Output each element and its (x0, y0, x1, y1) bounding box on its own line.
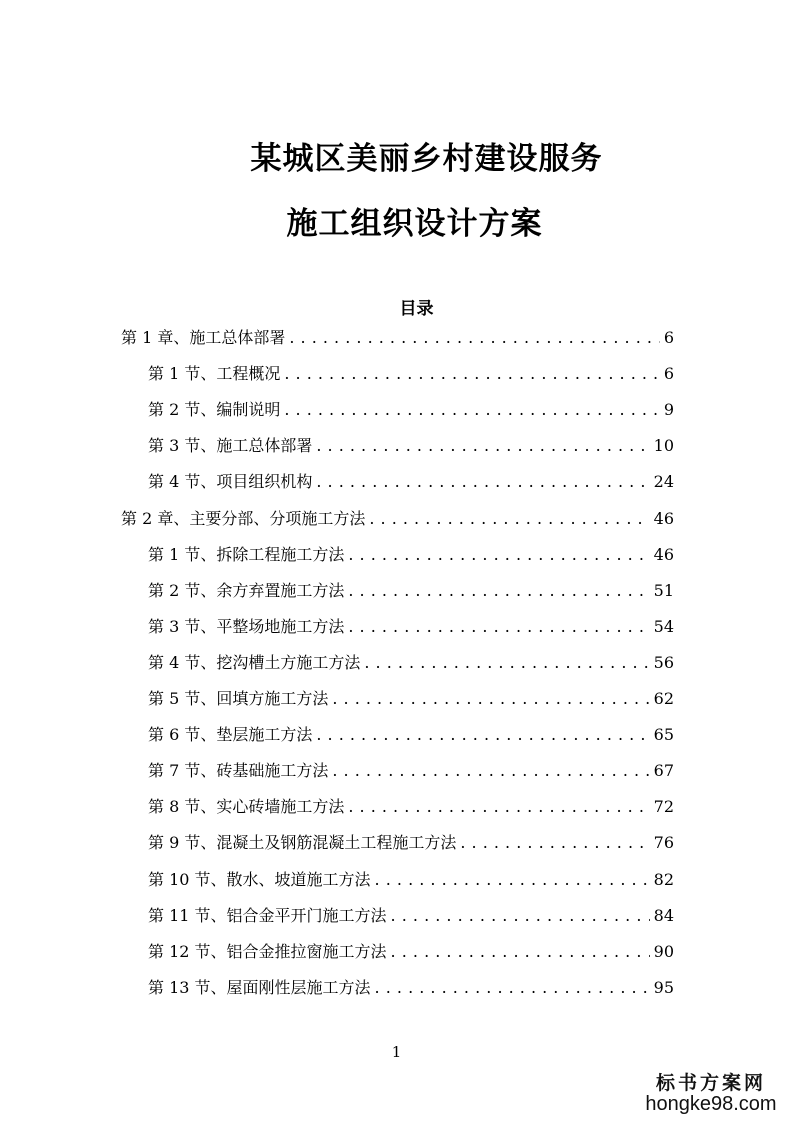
toc-entry-page: 90 (653, 941, 674, 961)
toc-entry-label: 第 3 节、施工总体部署 (148, 436, 313, 456)
toc-entry-label: 第 13 节、屋面刚性层施工方法 (148, 977, 371, 997)
toc-entry-page: 51 (653, 580, 674, 600)
toc-dot-leader (348, 579, 649, 603)
watermark-url: hongke98.com (645, 1093, 777, 1115)
toc-entry[interactable] (148, 759, 674, 783)
toc-entry-page: 6 (663, 328, 674, 347)
toc-entry-label: 第 2 节、余方弃置施工方法 (148, 580, 345, 600)
toc-entry[interactable] (148, 434, 674, 458)
toc-entry-page: 54 (653, 616, 674, 636)
toc-dot-leader (369, 507, 649, 531)
toc-entry[interactable] (148, 579, 674, 603)
toc-entry[interactable] (148, 398, 674, 422)
toc-entry-page: 6 (663, 364, 674, 384)
toc-entry[interactable] (148, 362, 674, 386)
toc-entry[interactable] (148, 976, 674, 1000)
toc-dot-leader (332, 687, 649, 711)
toc-entry[interactable] (148, 940, 674, 964)
toc-entry-label: 第 1 节、工程概况 (148, 364, 281, 384)
toc-entry-label: 第 2 节、编制说明 (148, 400, 281, 420)
toc-entry-label: 第 4 节、项目组织机构 (148, 472, 313, 492)
toc-entry[interactable] (148, 904, 674, 928)
toc-dot-leader (364, 651, 649, 675)
toc-entry-page: 82 (653, 869, 674, 889)
toc-entry-page: 10 (653, 436, 674, 456)
document-title-line1: 某城区美丽乡村建设服务 (250, 141, 603, 177)
toc-entry[interactable] (148, 723, 674, 747)
toc-entry-page: 76 (653, 833, 674, 853)
toc-dot-leader (316, 470, 649, 494)
toc-entry-page: 67 (653, 761, 674, 781)
toc-entry-label: 第 6 节、垫层施工方法 (148, 725, 313, 745)
toc-entry-page: 46 (653, 508, 674, 528)
toc-entry[interactable] (121, 507, 674, 531)
toc-entry-page: 24 (653, 472, 674, 492)
toc-dot-leader (375, 868, 650, 892)
toc-heading: 目录 (399, 299, 434, 319)
toc-entry-label: 第 9 节、混凝土及钢筋混凝土工程施工方法 (148, 833, 457, 853)
toc-entry-page: 56 (653, 652, 674, 672)
toc-entry-label: 第 3 节、平整场地施工方法 (148, 616, 345, 636)
toc-dot-leader (348, 543, 649, 567)
toc-entry-label: 第 5 节、回填方施工方法 (148, 689, 329, 708)
document-title-line2: 施工组织设计方案 (286, 206, 543, 242)
toc-entry-page: 9 (663, 400, 674, 420)
toc-entry[interactable] (148, 651, 674, 675)
toc-entry[interactable] (148, 470, 674, 494)
toc-entry[interactable] (148, 615, 674, 639)
toc-dot-leader (284, 398, 659, 422)
toc-entry-label: 第 2 章、主要分部、分项施工方法 (121, 508, 366, 528)
toc-entry-page: 84 (653, 905, 674, 925)
toc-entry-label: 第 11 节、铝合金平开门施工方法 (148, 905, 387, 925)
toc-entry-page: 72 (653, 797, 674, 817)
toc-dot-leader (284, 362, 659, 386)
toc-entry-label: 第 12 节、铝合金推拉窗施工方法 (148, 941, 387, 961)
toc-entry-page: 95 (653, 977, 674, 997)
watermark-text: 标书方案网 (655, 1072, 766, 1094)
toc-dot-leader (348, 795, 649, 819)
page-number: 1 (391, 1043, 402, 1061)
toc-dot-leader (391, 940, 650, 964)
toc-entry[interactable] (121, 326, 674, 350)
toc-dot-leader (289, 326, 659, 350)
toc-entry-page: 46 (653, 544, 674, 564)
toc-entry[interactable] (148, 795, 674, 819)
toc-dot-leader (316, 723, 649, 747)
toc-entry[interactable] (148, 687, 674, 711)
toc-dot-leader (460, 831, 649, 855)
toc-dot-leader (375, 976, 650, 1000)
toc-entry-page: 65 (653, 725, 674, 745)
toc-entry-label: 第 8 节、实心砖墙施工方法 (148, 797, 345, 817)
toc-entry-label: 第 1 章、施工总体部署 (121, 328, 286, 347)
toc-entry-label: 第 7 节、砖基础施工方法 (148, 761, 329, 781)
toc-dot-leader (316, 434, 649, 458)
toc-entry[interactable] (148, 831, 674, 855)
toc-entry[interactable] (148, 543, 674, 567)
toc-entry-label: 第 10 节、散水、坡道施工方法 (148, 869, 371, 889)
toc-dot-leader (332, 759, 649, 783)
toc-entry-page: 62 (653, 689, 674, 708)
toc-entry[interactable] (148, 868, 674, 892)
toc-dot-leader (348, 615, 649, 639)
watermark-logo (641, 1068, 781, 1116)
toc-entry-label: 第 4 节、挖沟槽土方施工方法 (148, 652, 361, 672)
toc-dot-leader (391, 904, 650, 928)
toc-entry-label: 第 1 节、拆除工程施工方法 (148, 544, 345, 564)
